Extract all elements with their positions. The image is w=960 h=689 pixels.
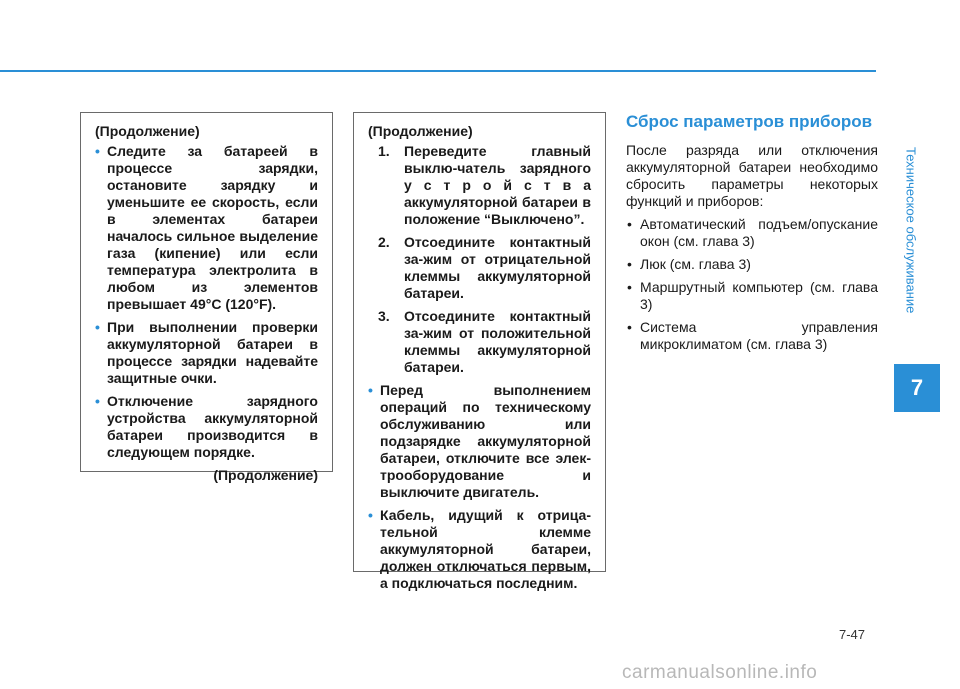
bullet-dot-icon: • [627, 256, 632, 272]
reset-items-list [626, 216, 878, 353]
bullet-dot-icon: • [627, 319, 632, 335]
list-item: • Люк (см. глава 3) [627, 256, 751, 272]
caution-box-continued [80, 112, 333, 483]
step-item: 1. Переведите главный выклю-чатель зарядного у с т р о й с т в а аккумуляторной батареи в положение “Выключено”. [378, 143, 591, 227]
chapter-side-label: Техническое обслуживание [903, 146, 919, 314]
bullet-dot-icon: • [95, 393, 100, 409]
section-title: Сброс параметров приборов [626, 112, 873, 131]
watermark: carmanualsonline.info [622, 662, 818, 683]
list-item: • Автоматический подъем/опускание окон (см. глава 3) [627, 216, 878, 249]
disconnect-steps-list [368, 143, 591, 376]
caution-bullet: • Следите за батареей в процессе зарядки, остановите зарядку и уменьшите ее скорость, если в элементах батареи началось сильное выделение газа (кипение) или если температура электролита в любом из элементов превышает 49°C (120°F). [95, 143, 318, 312]
caution-bullet: • Кабель, идущий к отрица-тельной клемме аккумуляторной батареи, должен отключаться первым, а подключаться последним. [368, 507, 591, 591]
bullet-dot-icon: • [95, 319, 100, 335]
list-item: • Маршрутный компьютер (см. глава 3) [627, 279, 878, 312]
continued-heading: (Продолжение) [95, 123, 200, 139]
chapter-tab: 7 [894, 364, 940, 412]
continued-footer: (Продолжение) [213, 467, 318, 483]
bullet-dot-icon: • [368, 382, 373, 398]
caution-box-steps [353, 112, 606, 591]
step-item: 3. Отсоедините контактный за-жим от положительной клеммы аккумуляторной батареи. [378, 308, 591, 375]
step-item: 2. Отсоедините контактный за-жим от отрицательной клеммы аккумуляторной батареи. [378, 234, 591, 301]
section-intro: После разряда или отключения аккумуляторной батареи необходимо сбросить параметры некоторых функций и приборов: [626, 142, 878, 209]
bullet-dot-icon: • [95, 143, 100, 159]
bullet-dot-icon: • [627, 216, 632, 232]
bullet-dot-icon: • [627, 279, 632, 295]
caution-bullet: • Перед выполнением операций по техническому обслуживанию или подзарядке аккумуляторной батареи, отключите все элек-трооборудование и выключите двигатель. [368, 382, 591, 500]
caution-bullet: • Отключение зарядного устройства аккумуляторной батареи производится в следующем порядке. [95, 393, 318, 460]
list-item: • Система управления микроклиматом (см. глава 3) [627, 319, 878, 352]
header-rule [0, 70, 876, 72]
page-number: 7-47 [839, 627, 866, 642]
caution-bullet: • При выполнении проверки аккумуляторной батареи в процессе зарядки надевайте защитные очки. [95, 319, 318, 386]
bullet-dot-icon: • [368, 507, 373, 523]
continued-heading: (Продолжение) [368, 123, 473, 139]
reset-section [626, 112, 878, 359]
